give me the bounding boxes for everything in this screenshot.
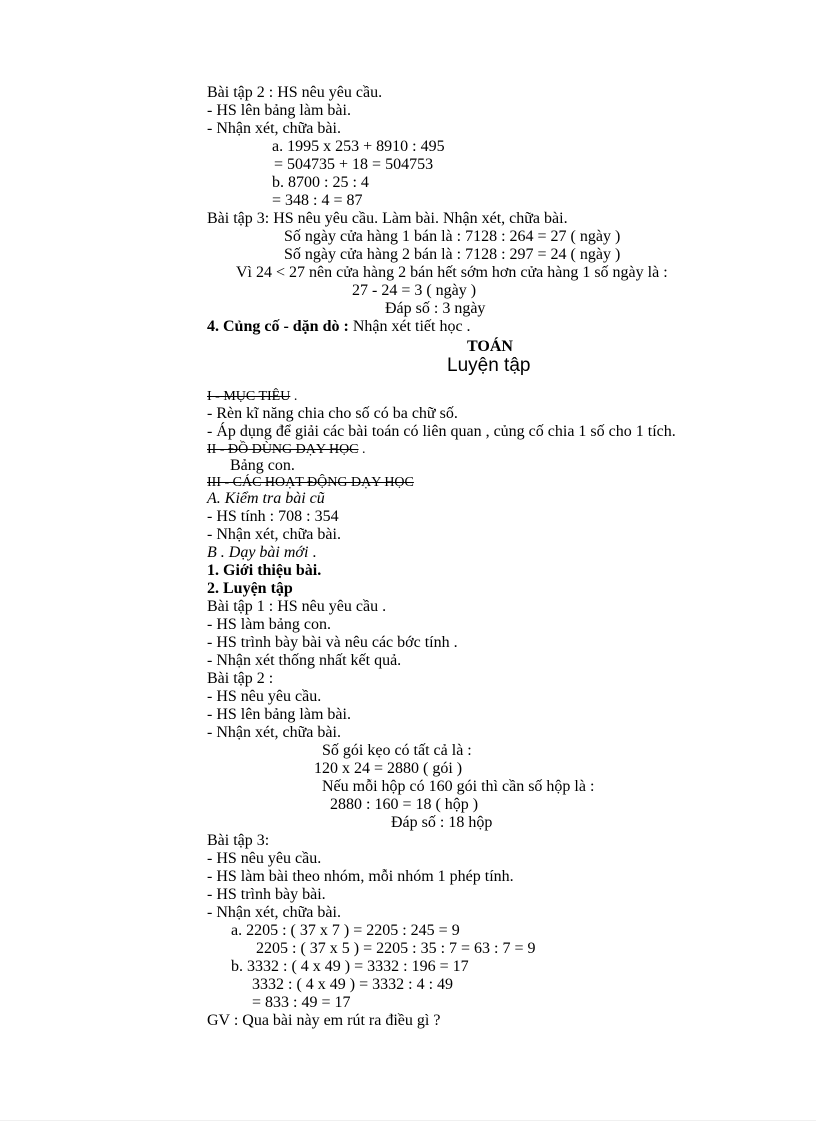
heading-suffix: . <box>290 389 298 404</box>
text-line: - HS làm bài theo nhóm, mỗi nhóm 1 phép tính. <box>207 868 514 885</box>
section-practice-heading: 2. Luyện tập <box>207 580 293 597</box>
text-line: - HS lên bảng làm bài. <box>207 706 351 723</box>
exercise-3b-heading: Bài tập 3: <box>207 832 270 849</box>
calc-line: 120 x 24 = 2880 ( gói ) <box>314 760 463 777</box>
calc-line: Nếu mỗi hộp có 160 gói thì cần số hộp là : <box>322 778 595 795</box>
answer-line: Đáp số : 18 hộp <box>391 814 493 831</box>
calc-line: Số gói kẹo có tất cả là : <box>322 742 472 759</box>
text-line: - HS lên bảng làm bài. <box>207 102 351 119</box>
text-line: - Nhận xét, chữa bài. <box>207 904 341 921</box>
heading-suffix: . <box>308 544 317 561</box>
section-4-heading: 4. Củng cố - dặn dò : <box>207 318 349 335</box>
calc-line: Số ngày cửa hàng 2 bán là : 7128 : 297 = 24 ( ngày ) <box>284 246 621 263</box>
text-line: - HS tính : 708 : 354 <box>207 508 339 525</box>
activities-heading-text: III - CÁC HOẠT ĐỘNG DẠY HỌC <box>207 475 414 490</box>
calc-line: 3332 : ( 4 x 49 ) = 3332 : 4 : 49 <box>252 976 454 993</box>
calc-line: 2880 : 160 = 18 ( hộp ) <box>330 796 479 813</box>
text-line: - Áp dụng để giải các bài toán có liên quan , củng cố chia 1 số cho 1 tích. <box>207 423 676 440</box>
answer-line: Đáp số : 3 ngày <box>385 300 486 317</box>
materials-heading: II - ĐỒ DÙNG DẠY HỌC <box>207 442 359 457</box>
exercise-3-heading: Bài tập 3: HS nêu yêu cầu. Làm bài. Nhận xét, chữa bài. <box>207 210 568 227</box>
section-4-note: Nhận xét tiết học . <box>348 318 471 335</box>
text-line: - HS nêu yêu cầu. <box>207 850 322 867</box>
objectives-heading-line <box>207 388 297 406</box>
exercise-2b-heading: Bài tập 2 : <box>207 670 274 687</box>
exercise-1-heading: Bài tập 1 : HS nêu yêu cầu . <box>207 598 387 615</box>
section-intro-heading: 1. Giới thiệu bài. <box>207 562 322 579</box>
calc-line: = 833 : 49 = 17 <box>252 994 351 1011</box>
page-bottom-divider <box>0 1120 816 1121</box>
text-line: Vì 24 < 27 nên cửa hàng 2 bán hết sớm hơn cửa hàng 1 số ngày là : <box>236 264 668 281</box>
text-line: - HS nêu yêu cầu. <box>207 688 322 705</box>
text-line: - Nhận xét, chữa bài. <box>207 120 341 137</box>
calc-line: b. 8700 : 25 : 4 <box>272 174 369 191</box>
text-line: - HS làm bảng con. <box>207 616 331 633</box>
text-line: - Nhận xét, chữa bài. <box>207 724 341 741</box>
calc-line: a. 2205 : ( 37 x 7 ) = 2205 : 245 = 9 <box>231 922 460 939</box>
text-line: Bảng con. <box>230 457 295 474</box>
exercise-2-heading: Bài tập 2 : HS nêu yêu cầu. <box>207 84 383 101</box>
objectives-heading: I - MỤC TIÊU <box>207 389 291 404</box>
closing-question: GV : Qua bài này em rút ra điều gì ? <box>207 1012 441 1029</box>
subheading-a: A. Kiểm tra bài cũ <box>207 490 325 507</box>
heading-suffix: . <box>358 442 366 457</box>
text-line: - Rèn kĩ năng chia cho số có ba chữ số. <box>207 405 458 422</box>
text-line: - HS trình bày bài. <box>207 886 326 903</box>
text-line: - HS trình bày bài và nêu các bớc tính . <box>207 634 458 651</box>
lesson-title: Luyện tập <box>447 355 531 376</box>
subject-title: TOÁN <box>467 338 513 355</box>
text-line: - Nhận xét thống nhất kết quả. <box>207 652 402 669</box>
calc-line: 27 - 24 = 3 ( ngày ) <box>352 282 477 299</box>
calc-line: Số ngày cửa hàng 1 bán là : 7128 : 264 = 27 ( ngày ) <box>284 228 621 245</box>
calc-line: 2205 : ( 37 x 5 ) = 2205 : 35 : 7 = 63 : 7 = 9 <box>256 940 536 957</box>
subheading-b: B . Dạy bài mới <box>207 544 309 561</box>
text-line: - Nhận xét, chữa bài. <box>207 526 341 543</box>
calc-line: = 348 : 4 = 87 <box>272 192 363 209</box>
calc-line: b. 3332 : ( 4 x 49 ) = 3332 : 196 = 17 <box>231 958 469 975</box>
calc-line: = 504735 + 18 = 504753 <box>274 156 434 173</box>
section-4-line <box>207 318 471 336</box>
calc-line: a. 1995 x 253 + 8910 : 495 <box>272 138 445 155</box>
subheading-b-line <box>207 544 316 562</box>
